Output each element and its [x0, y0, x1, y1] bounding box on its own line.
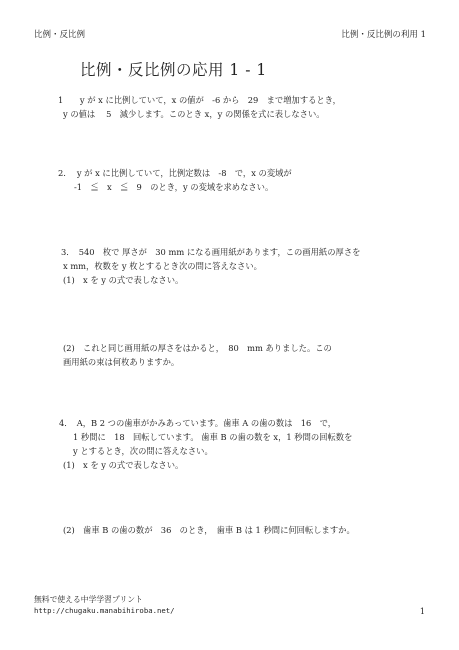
question-4-sub-1: (1) x を y の式で表しなさい。	[63, 460, 184, 470]
footer-url: http://chugaku.manabihiroba.net/	[34, 606, 175, 615]
header-right: 比例・反比例の利用 1	[341, 30, 426, 40]
question-1	[58, 93, 341, 121]
footer	[34, 594, 175, 616]
question-3	[61, 245, 360, 287]
question-3-sub-2-line-1: (2) これと同じ画用紙の厚さをはかると， 80 mm ありました。この	[63, 343, 332, 353]
question-2	[58, 166, 292, 194]
footer-site-name: 無料で使える中学学習プリント	[34, 595, 143, 604]
question-3-line-2: x mm，枚数を y 枚とするとき次の問に答えなさい。	[63, 261, 262, 271]
question-3-part-2	[63, 341, 332, 369]
question-4-line-2: 1 秒間に 18 回転しています。 歯車 B の歯の数を x，1 秒間の回転数を	[73, 432, 353, 442]
question-3-line-1: 3． 540 枚で 厚さが 30 mm になる画用紙があります，この画用紙の厚さを	[61, 247, 361, 257]
question-4-line-3: y とするとき，次の問に答えなさい。	[73, 446, 213, 456]
question-3-sub-2-line-2: 画用紙の束は何枚ありますか。	[63, 357, 180, 367]
question-4-line-1: 4． A，B 2 つの歯車がかみあっています。歯車 A の歯の数は 16 で，	[59, 418, 336, 428]
header-left: 比例・反比例	[34, 30, 86, 40]
question-2-line-1: 2. y が x に比例していて，比例定数は -8 で，x の変域が	[58, 168, 292, 178]
page-title: 比例・反比例の応用 1 - 1	[80, 61, 267, 79]
question-4-part-2	[63, 523, 355, 537]
question-2-line-2: -1 ≦ x ≦ 9 のとき，y の変域を求めなさい。	[74, 182, 274, 192]
question-1-line-1: 1 y が x に比例していて，x の値が -6 から 29 まで増加するとき，	[58, 95, 341, 105]
question-3-sub-1: (1) x を y の式で表しなさい。	[63, 275, 184, 285]
question-4	[59, 416, 352, 472]
question-4-sub-2: (2) 歯車 B の歯の数が 36 のとき， 歯車 B は 1 秒間に何回転しますか。	[63, 525, 355, 535]
question-1-line-2: y の値は 5 減少します。このとき x，y の関係を式に表しなさい。	[63, 109, 325, 119]
page-number: 1	[419, 607, 425, 616]
